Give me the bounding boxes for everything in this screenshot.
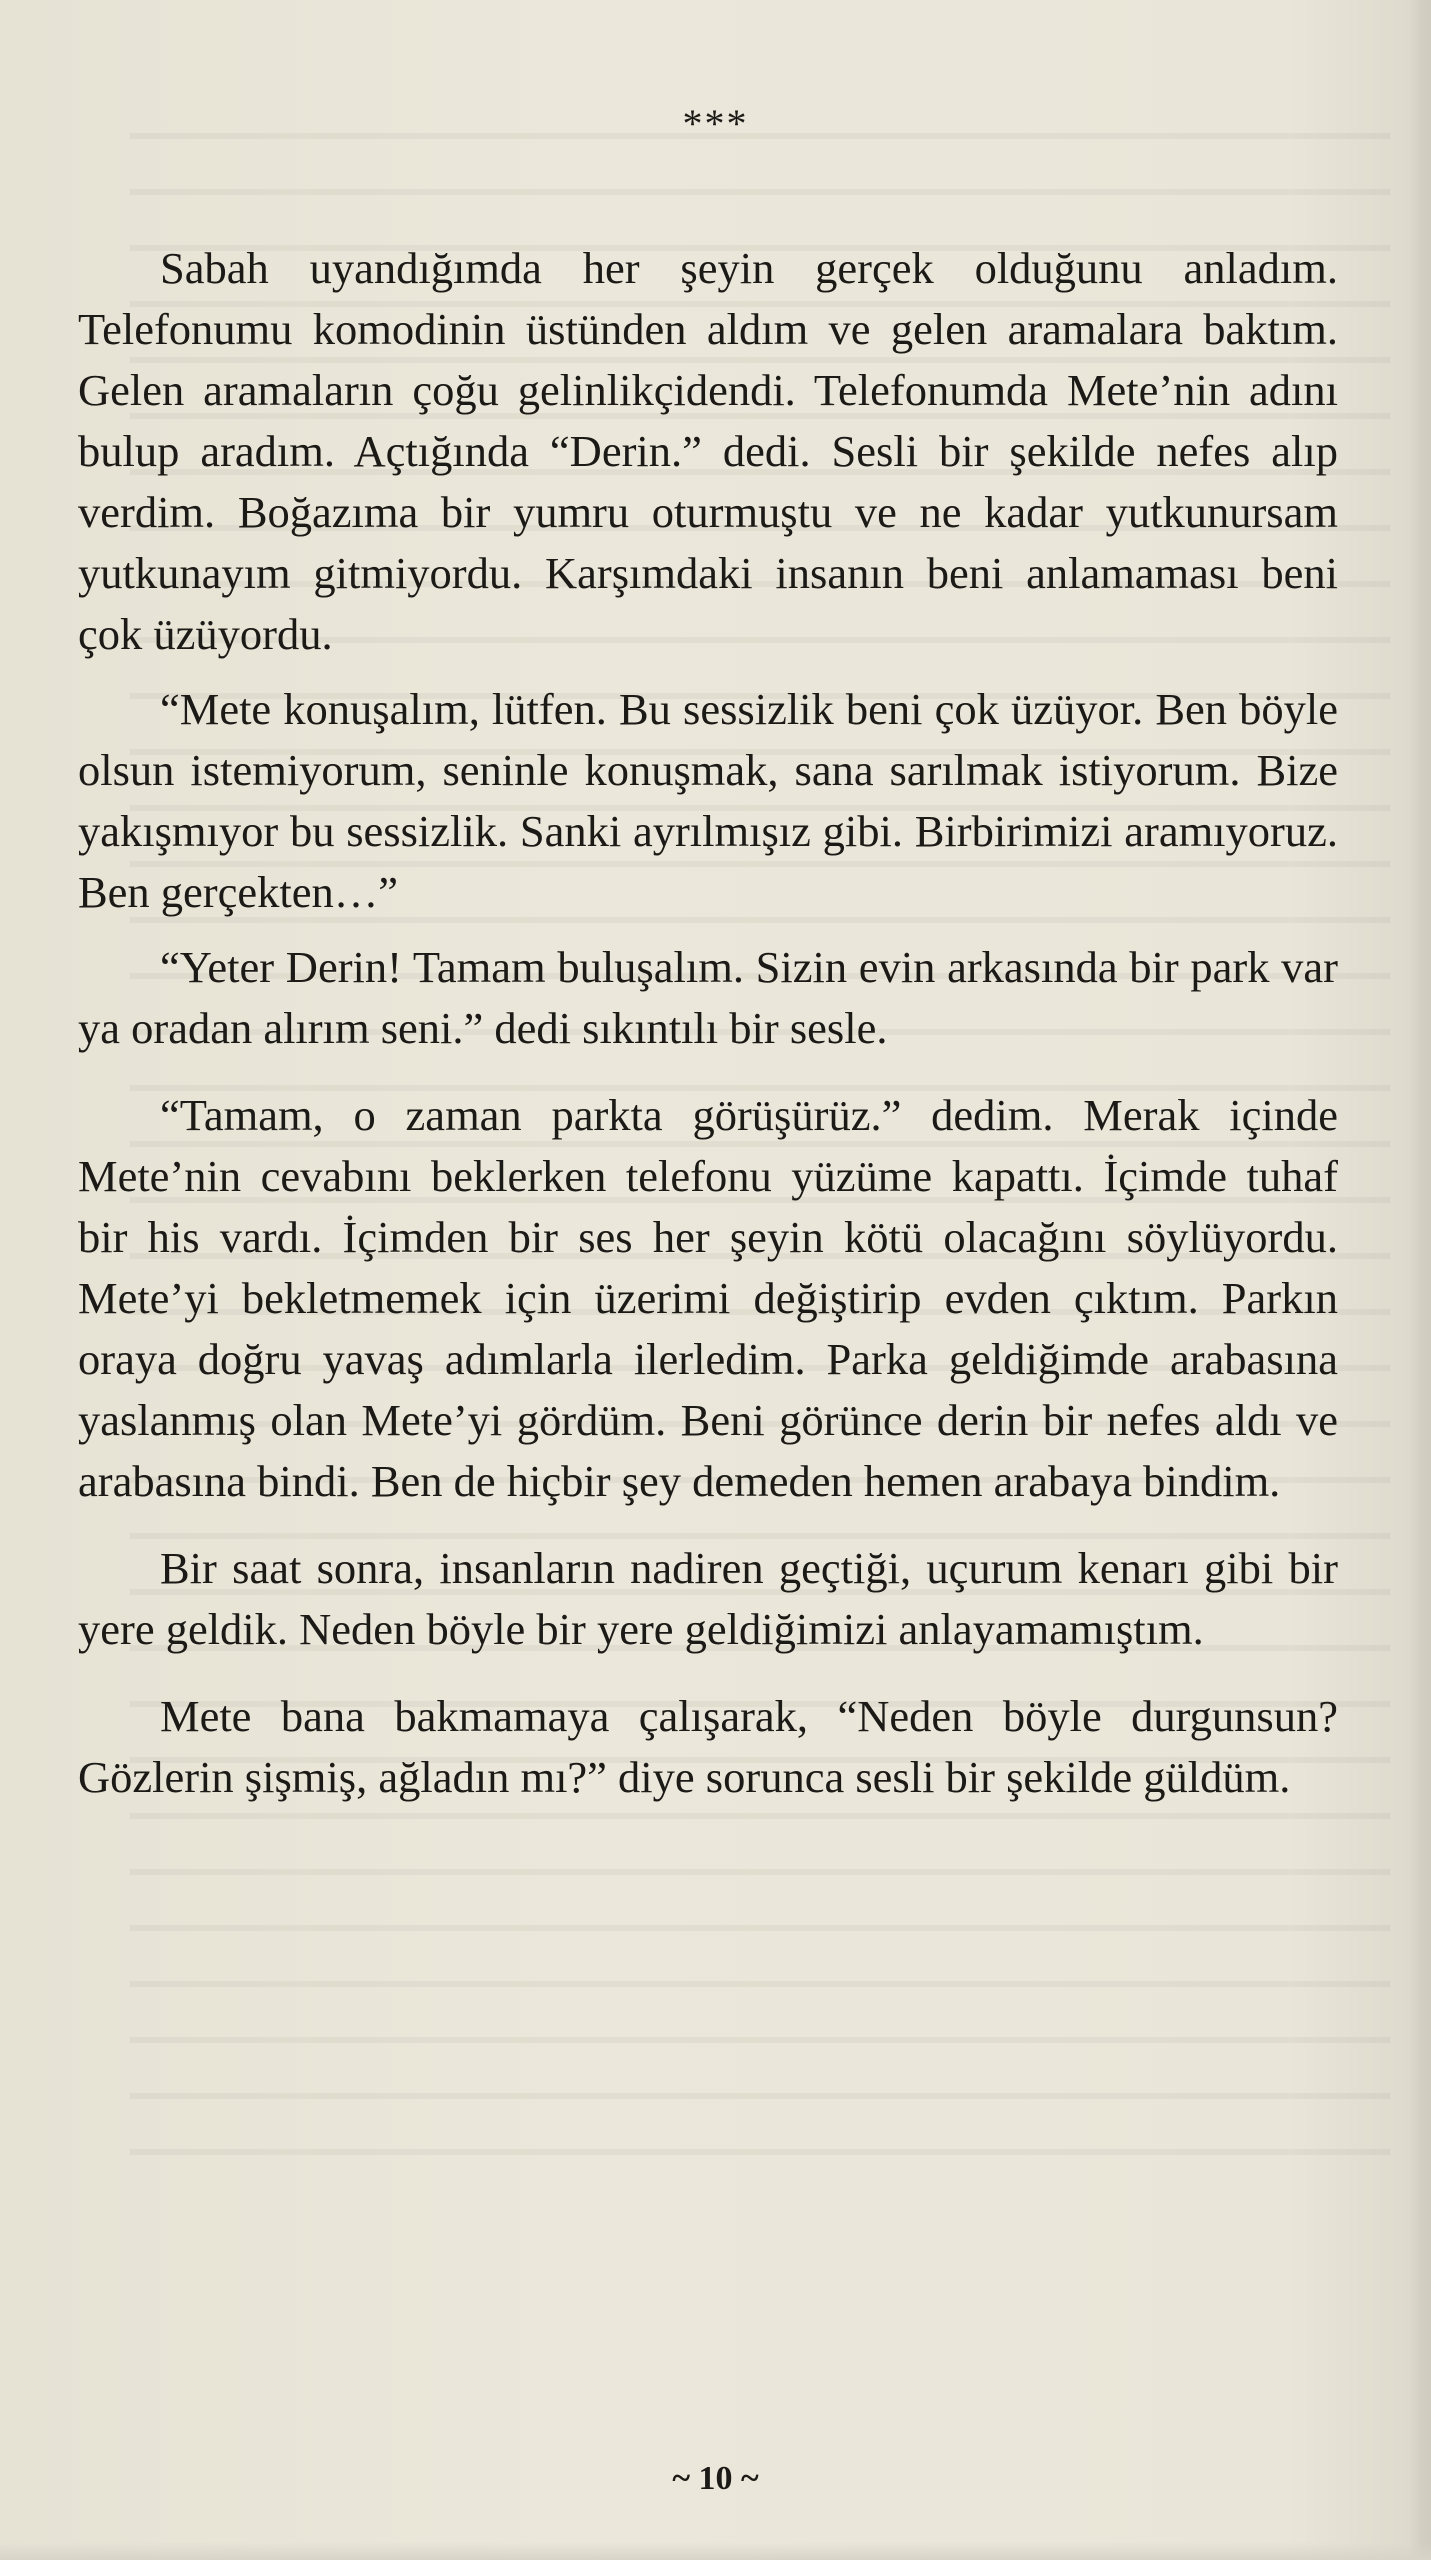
page-edge-shadow [1409,0,1431,2560]
paragraph: “Mete konuşalım, lütfen. Bu sessizlik beni çok üzüyor. Ben böyle olsun istemiyorum, seninle konuşmak, sana sarılmak istiyorum. Bize yakışmıyor bu sessizlik. Sanki ayrılmışız gibi. Birbirimizi aramıyoruz. Ben gerçekten…” [78,684,1338,917]
page-bottom-edge [0,2542,1431,2560]
paragraph: “Yeter Derin! Tamam buluşalım. Sizin evin arkasında bir park var ya oradan alırım seni.” dedi sıkıntılı bir sesle. [78,942,1338,1053]
body-text [78,238,1338,1808]
page-number: ~ 10 ~ [672,2460,759,2497]
paragraph: Mete bana bakmamaya çalışarak, “Neden böyle durgunsun? Gözlerin şişmiş, ağladın mı?” diye sorunca sesli bir şekilde güldüm. [78,1691,1338,1802]
paragraph: Sabah uyandığımda her şeyin gerçek olduğunu anladım. Telefonumu komodinin üstünden aldım ve gelen aramalara baktım. Gelen aramaların çoğu gelinlikçidendi. Telefonumda Mete’nin adını bulup aradım. Açtığında “Derin.” dedi. Sesli bir şekilde nefes alıp verdim. Boğazıma bir yumru oturmuştu ve ne kadar yutkunursam yutkunayım gitmiyordu. Karşımdaki insanın beni anlamaması beni çok üzüyordu. [78,243,1338,659]
paragraph: Bir saat sonra, insanların nadiren geçtiği, uçurum kenarı gibi bir yere geldik. Neden böyle bir yere geldiğimizi anlayamamıştım. [78,1543,1338,1654]
section-separator: *** [682,101,749,146]
paragraph: “Tamam, o zaman parkta görüşürüz.” dedim. Merak içinde Mete’nin cevabını beklerken telefonu yüzüme kapattı. İçimde tuhaf bir his vardı. İçimden bir ses her şeyin kötü olacağını söylüyordu. Mete’yi bekletmemek için üzerimi değiştirip evden çıktım. Parkın oraya doğru yavaş adımlarla ilerledim. Parka geldiğimde arabasına yaslanmış olan Mete’yi gördüm. Beni görünce derin bir nefes aldı ve arabasına bindi. Ben de hiçbir şey demeden hemen arabaya bindim. [78,1090,1338,1506]
